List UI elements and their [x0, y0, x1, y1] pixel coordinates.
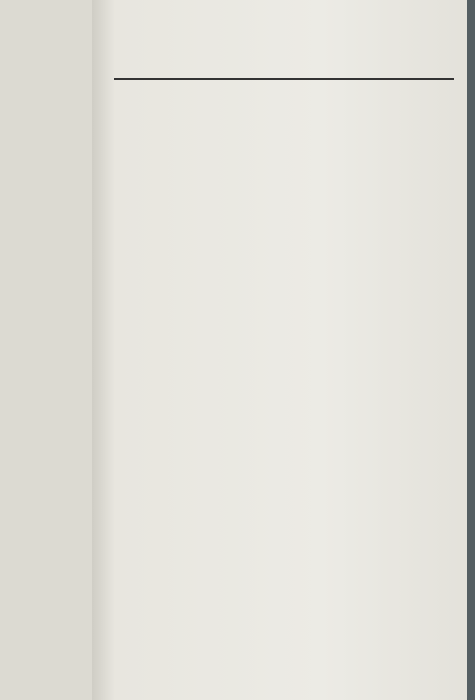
title-rule: [114, 78, 454, 80]
left-page: [0, 0, 94, 700]
right-page: [92, 0, 475, 700]
book-cover-edge: [467, 0, 475, 700]
